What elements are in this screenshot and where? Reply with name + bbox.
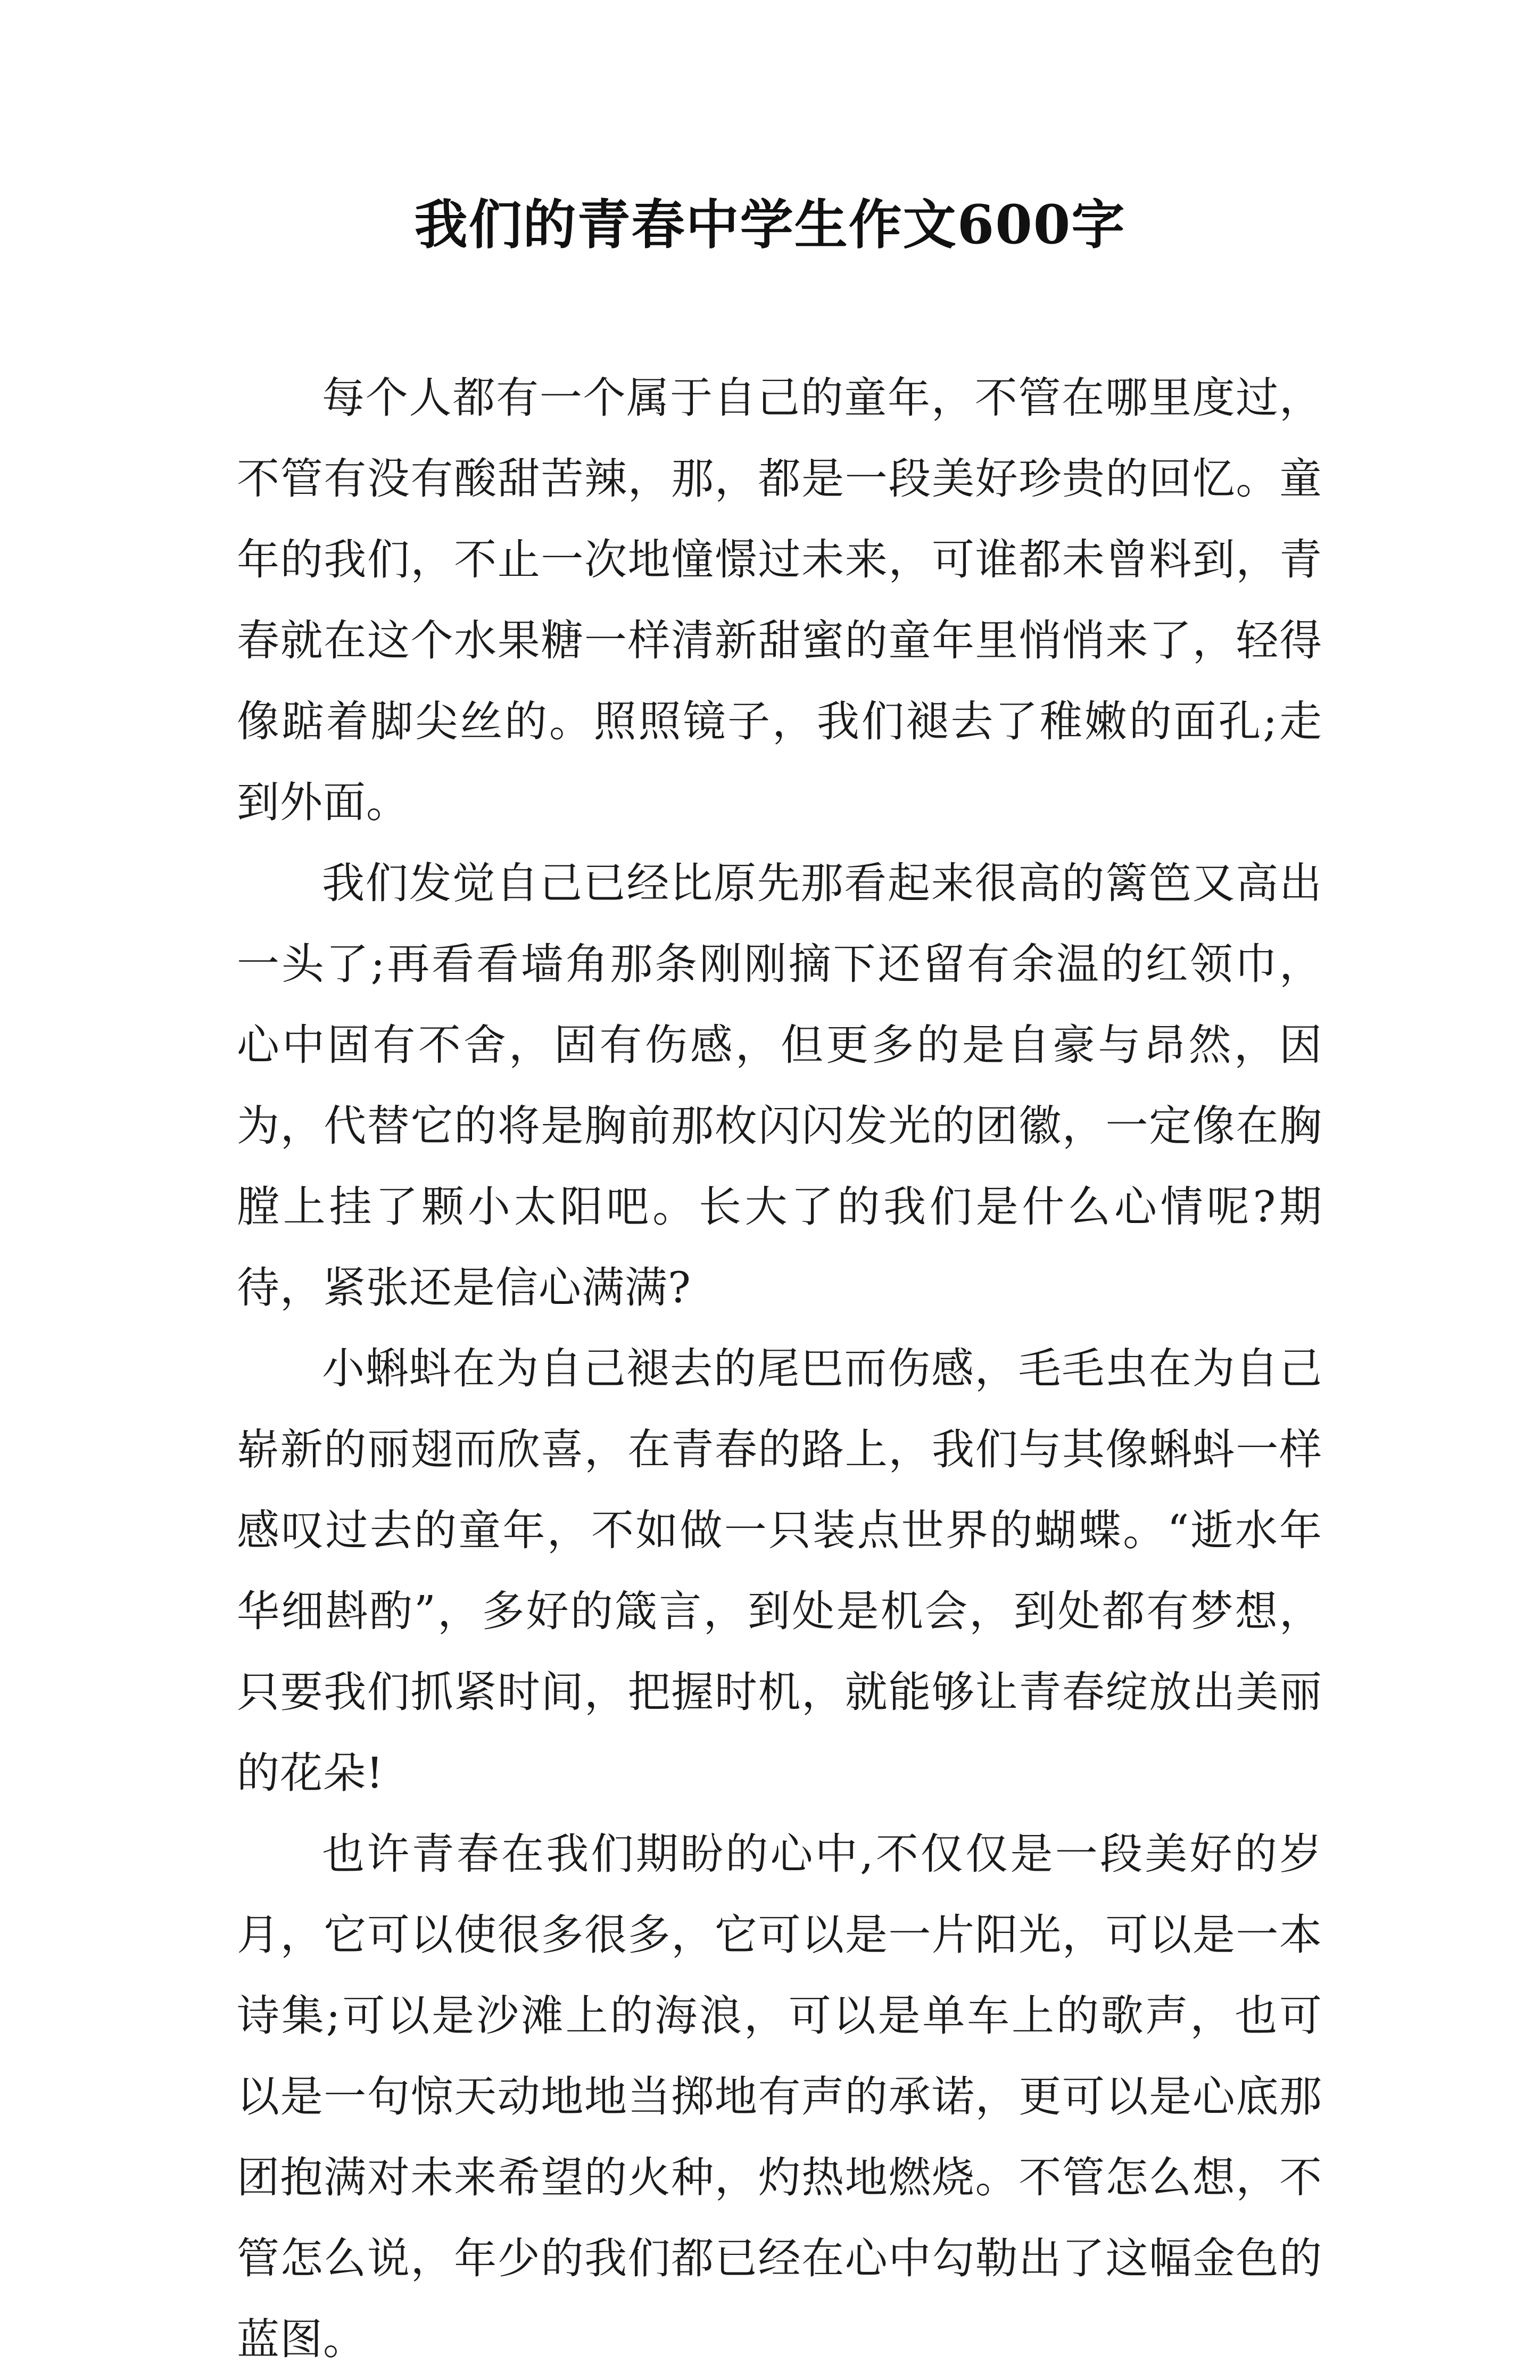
- paragraph-2: 我们发觉自己已经比原先那看起来很高的篱笆又高出一头了;再看看墙角那条刚刚摘下还留有余温的红领巾，心中固有不舍，固有伤感，但更多的是自豪与昂然，因为，代替它的将是胸前那枚闪闪发光的团徽，一定像在胸膛上挂了颗小太阳吧。长大了的我们是什么心情呢?期待，紧张还是信心满满?: [237, 858, 1322, 1312]
- paragraph-1: 每个人都有一个属于自己的童年，不管在哪里度过，不管有没有酸甜苦辣，那，都是一段美好珍贵的回忆。童年的我们，不止一次地憧憬过未来，可谁都未曾料到，青春就在这个水果糖一样清新甜蜜的童年里悄悄来了，轻得像踮着脚尖丝的。照照镜子，我们褪去了稚嫩的面孔;走到外面。: [237, 373, 1322, 827]
- paragraph-3: 小蝌蚪在为自己褪去的尾巴而伤感，毛毛虫在为自己崭新的丽翅而欣喜，在青春的路上，我们与其像蝌蚪一样感叹过去的童年，不如做一只装点世界的蝴蝶。“逝水年华细斟酌”，多好的箴言，到处是机会，到处都有梦想，只要我们抓紧时间，把握时机，就能够让青春绽放出美丽的花朵!: [237, 1344, 1322, 1798]
- document-body: [237, 358, 1322, 2380]
- paragraph-4: 也许青春在我们期盼的心中,不仅仅是一段美好的岁月，它可以使很多很多，它可以是一片阳光，可以是一本诗集;可以是沙滩上的海浪，可以是单车上的歌声，也可以是一句惊天动地地当掷地有声的承诺，更可以是心底那团抱满对未来希望的火种，灼热地燃烧。不管怎么想，不管怎么说，年少的我们都已经在心中勾勒出了这幅金色的蓝图。: [237, 1829, 1322, 2364]
- document-title: 我们的青春中学生作文600字: [414, 193, 1126, 256]
